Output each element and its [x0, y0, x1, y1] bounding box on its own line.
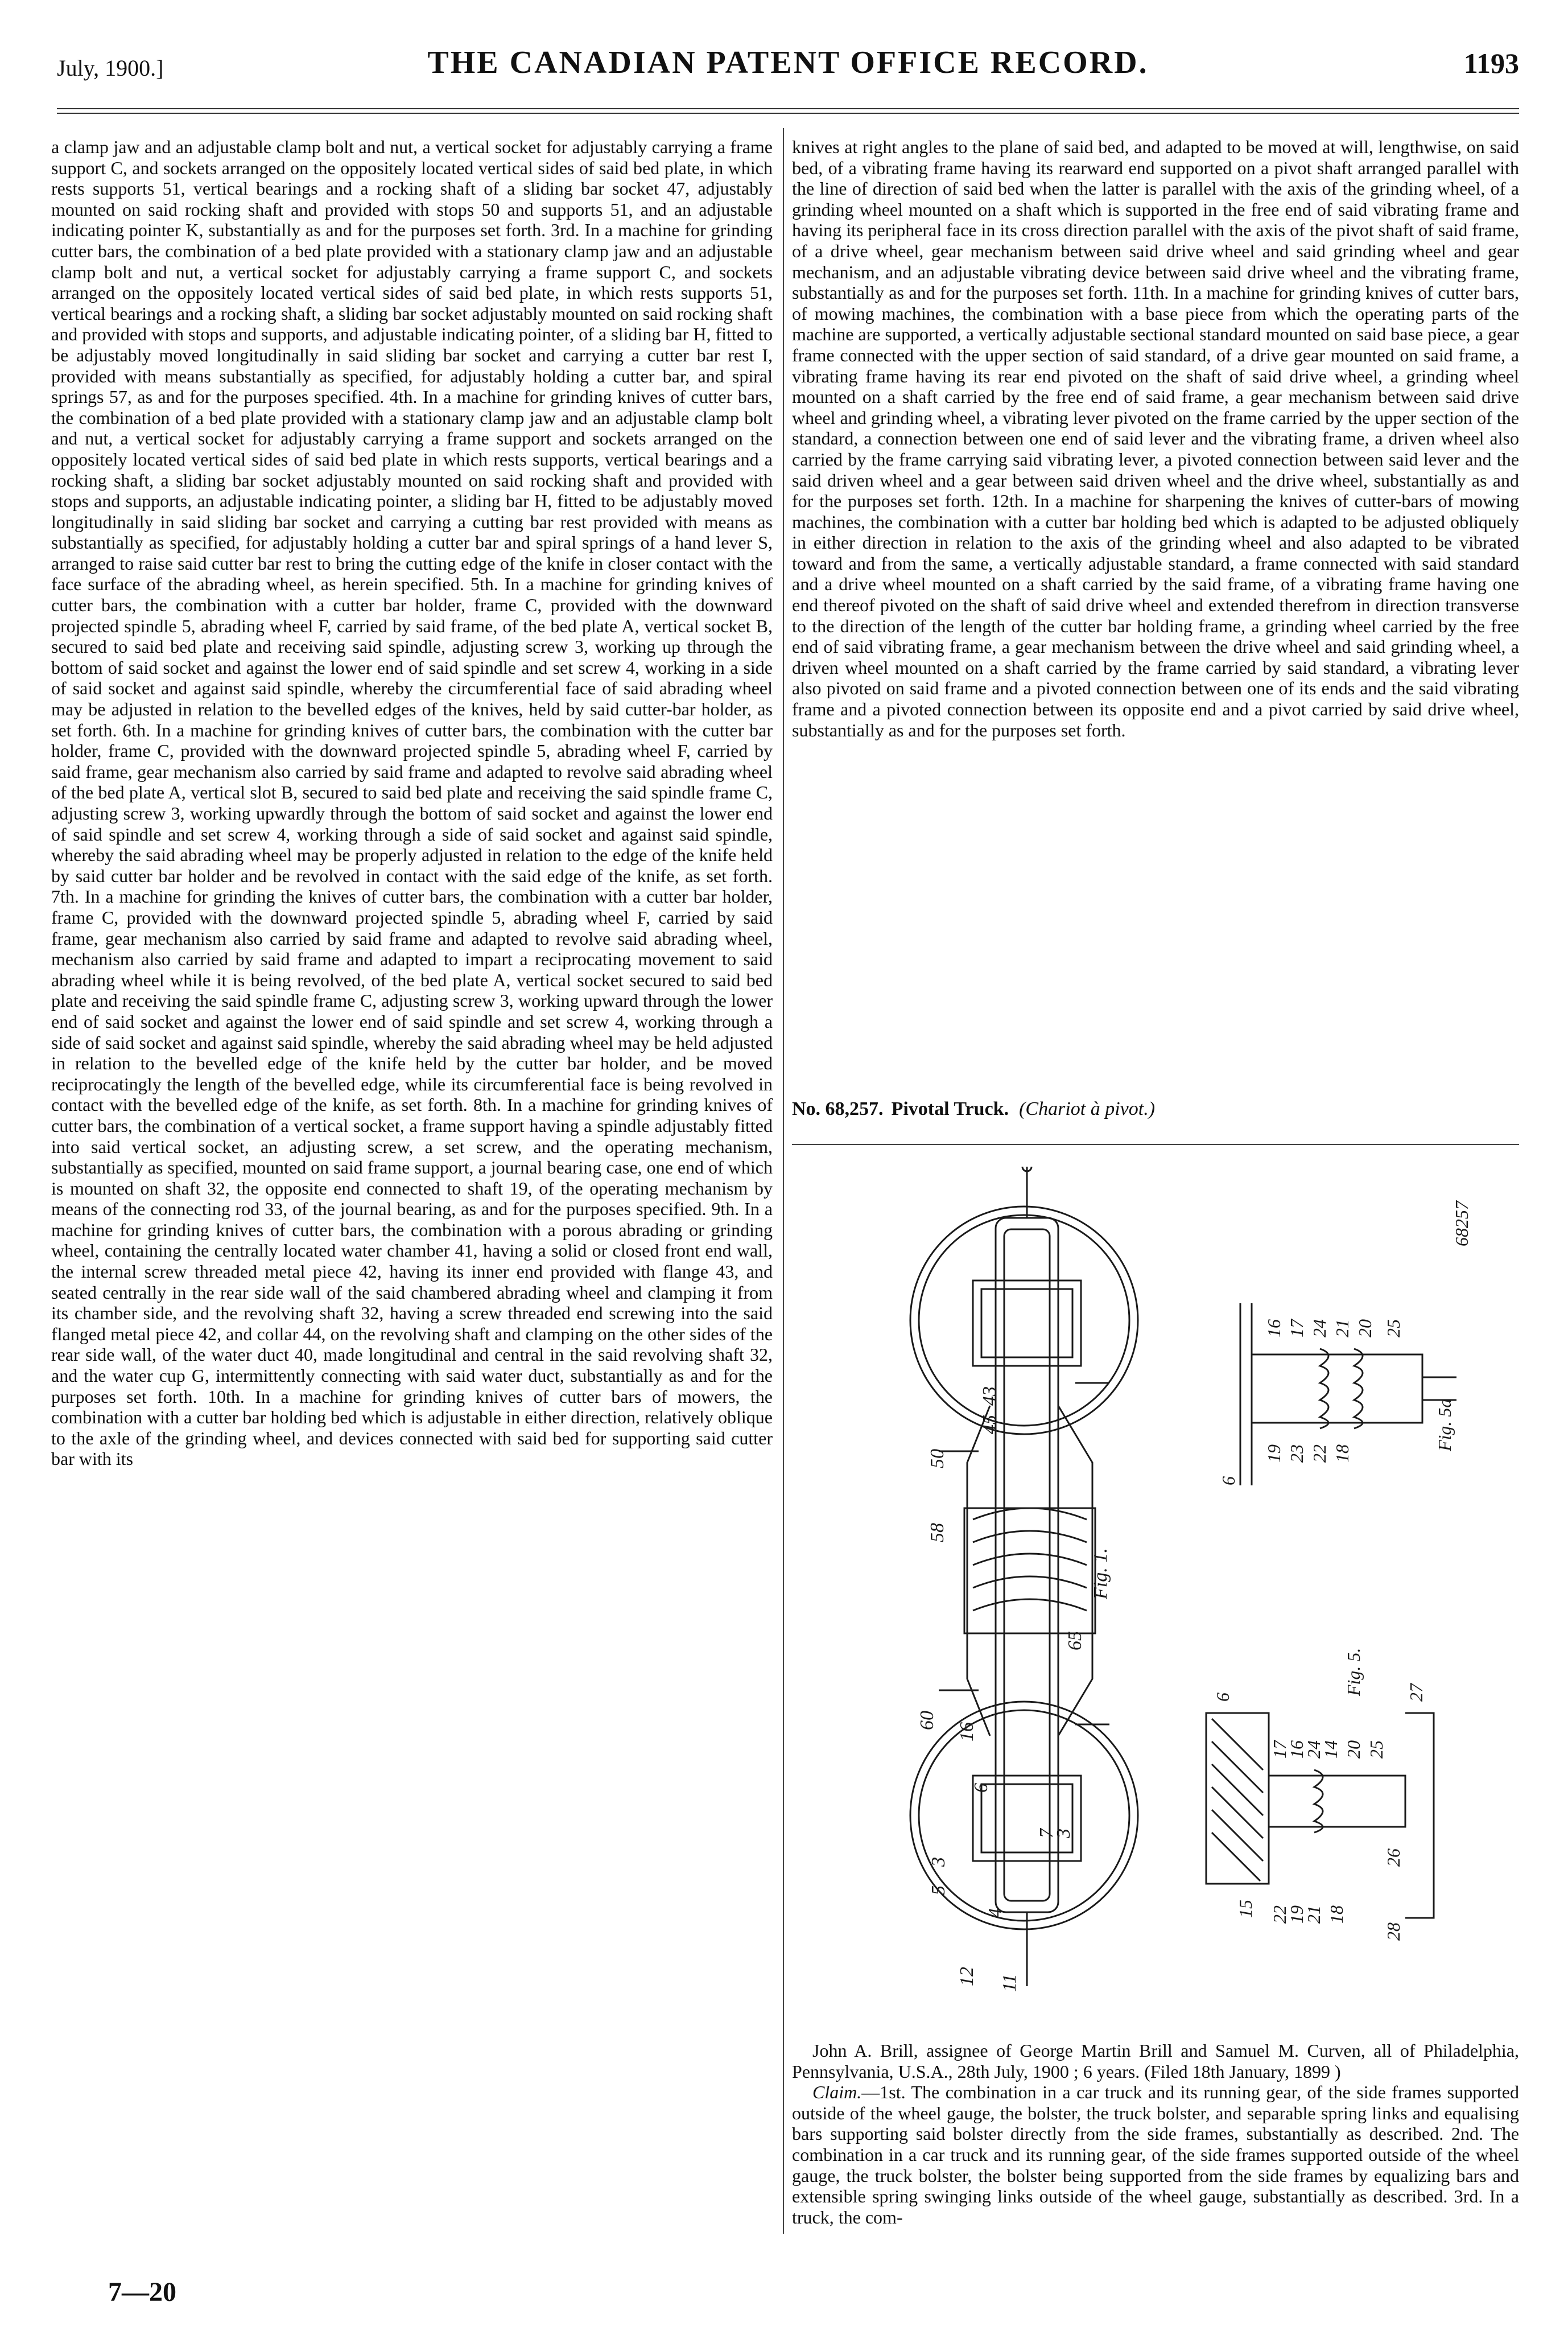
- svg-text:19: 19: [1264, 1444, 1284, 1463]
- patent-body: [792, 2040, 1519, 2227]
- left-column-text: a clamp jaw and an adjustable clamp bolt and nut, a vertical socket for adjustably carrying a frame support C, and sockets arranged on the oppositely located vertical sides of said bed plate, in which rests supports 51, vertical bearings and a rocking shaft of a sliding bar socket 47, adjustably mounted on said rocking shaft and provided with stops 50 and supports 51, and an adjustable indicating pointer K, substantially as and for the purposes set forth. 3rd. In a machine for grinding cutter bars, the combination of a bed plate provided with a stationary clamp jaw and an adjustable clamp bolt and nut, a vertical socket for adjustably carrying a frame support C, and sockets arranged on the oppositely located vertical sides of said bed plate, in which rests supports 51, vertical bearings and a rocking shaft, a sliding bar socket adjustably mounted on said rocking shaft and provided with stops and supports, and adjustable indicating pointer, of a sliding bar H, fitted to be adjustably moved longitudinally in said sliding bar socket and carrying a cutter bar rest I, provided with means substantially as specified, for adjustably holding a cutter bar, and spiral springs 57, as and for the purposes specified. 4th. In a machine for grinding knives of cutter bars, the combination of a bed plate provided with a stationary clamp jaw and an adjustable clamp bolt and nut, a vertical socket for adjustably carrying a frame support and sockets arranged on the oppositely located vertical sides of said bed plate in which rests supports, vertical bearings and a rocking shaft, a sliding bar socket adjustably mounted on said rocking shaft and provided with stops and supports, an adjustable indicating pointer, a sliding bar H, fitted to be adjustably moved longitudinally in said sliding bar socket and carrying a cutting bar rest provided with means as substantially as specified, for adjustably holding a cutter bar and spiral springs of a hand lever S, arranged to raise said cutter bar rest to bring the cutting edge of the knife in closer contact with the face surface of the abrading wheel, as herein specified. 5th. In a machine for grinding knives of cutter bars, the combination with a cutter bar holder, frame C, provided with the downward projected spindle 5, abrading wheel F, carried by said frame, of the bed plate A, vertical socket B, secured to said bed plate and receiving said spindle, adjusting screw 3, working up through the bottom of said socket and against the lower end of said spindle and set screw 4, working in a side of said socket and against said spindle, whereby the circumferential face of said abrading wheel may be adjusted in relation to the bevelled edges of the knives, held by said cutter-bar holder, as set forth. 6th. In a machine for grinding knives of cutter bars, the combination with the cutter bar holder, frame C, provided with the downward projected spindle 5, abrading wheel F, carried by said frame, gear mechanism also carried by said frame and adapted to revolve said abrading wheel of the bed plate A, vertical slot B, secured to said bed plate and receiving the said spindle frame C, adjusting screw 3, working upwardly through the bottom of said socket and against the lower end of said spindle and set screw 4, working through a side of said socket and against said spindle, whereby the said abrading wheel may be properly adjusted in relation to the edge of the knife held by said cutter bar holder and be revolved in contact with the said edge of the knife, as set forth. 7th. In a machine for grinding the knives of cutter bars, the combination with a cutter bar holder, frame C, provided with the downward projected spindle 5, abrading wheel F, carried by said frame, gear mechanism also carried by said frame and adapted to revolve said abrading wheel, mechanism also carried by said frame and adapted to impart a reciprocating movement to said abrading wheel while it is being revolved, of the bed plate A, vertical socket secured to said bed plate and receiving the said spindle frame C, adjusting screw 3, working upward through the lower end of said socket and against the lower end of said spindle and set screw 4, working through a side of said socket and against said spindle, whereby the said abrading wheel may be held adjusted in relation to the bevelled edge of the knife held by the cutter bar holder, and be moved reciprocatingly the length of the bevelled edge, while its circumferential face is being revolved in contact with the bevelled edge of the knife, as set forth. 8th. In a machine for grinding knives of cutter bars, the combination of a vertical socket, a frame support having a spindle adjustably fitted into said vertical socket, an adjusting screw, a set screw, and the operating mechanism, substantially as specified, mounted on said frame support, a journal bearing case, one end of which is mounted on shaft 32, the opposite end connected to shaft 19, of the operating mechanism by means of the connecting rod 33, of the journal bearing, as and for the purposes specified. 9th. In a machine for grinding knives of cutter bars, the combination with a porous abrading or grinding wheel, containing the centrally located water chamber 41, having a solid or closed front end wall, the internal screw threaded metal piece 42, having its inner end provided with flange 43, and seated centrally in the rear side wall of the said chambered abrading wheel and clamping it from its chamber side, and the revolving shaft 32, having a screw threaded end screwing into the said flanged metal piece 42, and collar 44, on the revolving shaft and clamping on the other sides of the rear side wall, of the water duct 40, made longitudinal and central in the said revolving shaft 32, and the water cup G, intermittently connecting with said water duct, substantially as and for the purposes set forth. 10th. In a machine for grinding knives of cutter bars of mowers, the combination with a cutter bar holding bed which is adjustable in either direction, relatively oblique to the axle of the grinding wheel, and devices connected with said bed for supporting said cutter bar with its: [51, 137, 773, 1469]
- svg-text:25: 25: [1383, 1319, 1404, 1337]
- claim-text: —1st. The combination in a car truck and its running gear, of the side frames supported outside of the wheel gauge, the bolster, the truck bolster, and separable spring links and equalising bars supporting said bolster directly from the side frames, substantially as described. 2nd. The combination in a car truck and its running gear, of the side frames supported outside of the wheel gauge, the truck bolster, the bolster being supported from the side frames by equalizing bars and extensible spring swinging links outside of the wheel gauge, substantially as described. 3rd. In a truck, the com-: [792, 2082, 1519, 2227]
- figure-number-mark: 68257: [1451, 1201, 1472, 1246]
- right-column-text: knives at right angles to the plane of said bed, and adapted to be moved at will, lengthwise, on said bed, of a vibrating frame having its rearward end supported on a pivot shaft arranged parallel with the line of direction of said bed when the latter is parallel with the axis of the grinding wheel, of a grinding wheel mounted on a shaft which is supported in the free end of said vibrating frame and having its peripheral face in its cross direction parallel with the axis of the pivot shaft of said frame, of a drive wheel, gear mechanism between said drive wheel and said grinding wheel and gear mechanism, and an adjustable vibrating device between said drive wheel and the vibrating frame, substantially as and for the purposes set forth. 11th. In a machine for grinding knives of cutter bars, of mowing machines, the combination with a base piece from which the operating parts of the machine are supported, a vertically adjustable sectional standard mounted on said base piece, a gear frame connected with the upper section of said standard, of a drive gear mounted on said frame, a vibrating frame having its rear end pivoted on the shaft of said drive wheel, a grinding wheel mounted on a shaft carried by the free end of said frame, a gear mechanism between said drive wheel and grinding wheel, a vibrating lever pivoted on the frame carried by the upper section of the standard, a connection between one end of said lever and the vibrating frame, a driven wheel also carried by the frame carrying said vibrating lever, a pivoted connection between said lever and the said driven wheel and a gear between said driven wheel and the drive wheel, substantially as and for the purposes set forth. 12th. In a machine for sharpening the knives of cutter-bars of mowing machines, the combination with a cutter bar holding bed which is adapted to be adjusted obliquely in either direction in relation to the axis of the grinding wheel and also adapted to be vibrated toward and from the same, a vertically adjustable standard, a frame connected with said standard and a drive wheel mounted on a shaft carried by the said frame, of a vibrating frame having one end thereof pivoted on the shaft of said drive wheel and extended therefrom in direction transverse to the direction of the length of the cutter bar holding frame, a grinding wheel carried by the free end of said vibrating frame, a gear mechanism between the drive wheel and said grinding wheel, a driven wheel mounted on a shaft carried by the frame carried by said standard, a vibrating lever also pivoted on said frame and a pivoted connection between one of its ends and the said vibrating frame and a pivoted connection between its opposite end and a pivot carried by said drive wheel, substantially as and for the purposes set forth.: [792, 137, 1519, 740]
- svg-text:50: 50: [927, 1449, 948, 1468]
- svg-text:4: 4: [985, 1908, 1006, 1918]
- svg-text:20: 20: [1355, 1319, 1375, 1337]
- patent-title: Pivotal Truck.: [891, 1098, 1009, 1119]
- page-header: [57, 44, 1519, 96]
- svg-text:16: 16: [956, 1722, 977, 1741]
- patent-number: No. 68,257.: [792, 1098, 884, 1119]
- svg-text:11: 11: [999, 1974, 1020, 1992]
- svg-text:20: 20: [1343, 1740, 1364, 1759]
- fig1-label: Fig. 1.: [1090, 1548, 1111, 1599]
- svg-text:15: 15: [1235, 1900, 1256, 1918]
- svg-text:58: 58: [927, 1523, 948, 1542]
- svg-text:43: 43: [979, 1386, 1000, 1406]
- patent-heading-rule: [792, 1144, 1519, 1145]
- column-divider: [783, 128, 784, 2234]
- svg-text:26: 26: [1383, 1848, 1404, 1867]
- svg-text:45: 45: [979, 1415, 1000, 1434]
- svg-text:19: 19: [1286, 1905, 1307, 1924]
- svg-text:7: 7: [1036, 1829, 1057, 1838]
- svg-text:18: 18: [1332, 1444, 1352, 1463]
- patent-claims: [792, 2082, 1519, 2227]
- svg-text:17: 17: [1269, 1740, 1290, 1759]
- svg-text:21: 21: [1303, 1905, 1324, 1924]
- svg-text:24: 24: [1303, 1740, 1324, 1759]
- fig5-label: Fig. 5.: [1343, 1648, 1364, 1696]
- svg-text:5: 5: [928, 1885, 949, 1895]
- svg-text:6: 6: [1212, 1693, 1233, 1702]
- svg-text:16: 16: [1286, 1740, 1307, 1759]
- signature-mark: 7—20: [108, 2277, 176, 2307]
- svg-text:16: 16: [1264, 1319, 1284, 1337]
- svg-text:14: 14: [1321, 1740, 1341, 1759]
- svg-text:17: 17: [1286, 1319, 1307, 1337]
- journal-title: THE CANADIAN PATENT OFFICE RECORD.: [427, 45, 1149, 80]
- claim-label: Claim.: [812, 2082, 862, 2103]
- left-column: [51, 137, 773, 1469]
- fig5a-label: Fig. 5a: [1434, 1398, 1455, 1451]
- svg-text:6: 6: [1218, 1476, 1239, 1485]
- svg-text:65: 65: [1064, 1631, 1086, 1650]
- header-date: July, 1900.]: [57, 55, 164, 81]
- right-column-continuation: [792, 137, 1519, 740]
- svg-text:6: 6: [971, 1783, 992, 1793]
- patent-heading: [792, 1098, 1519, 1120]
- svg-text:23: 23: [1286, 1444, 1307, 1463]
- svg-text:24: 24: [1309, 1319, 1330, 1337]
- svg-text:22: 22: [1269, 1905, 1290, 1924]
- patent-drawing: [888, 1167, 1525, 2020]
- svg-text:21: 21: [1332, 1319, 1352, 1337]
- svg-text:12: 12: [956, 1967, 977, 1986]
- svg-text:18: 18: [1326, 1905, 1347, 1924]
- svg-text:22: 22: [1309, 1444, 1330, 1463]
- patent-applicant: John A. Brill, assignee of George Martin Brill and Samuel M. Curven, all of Philadelphia, Pennsylvania, U.S.A., 28th July, 1900 ; 6 years. (Filed 18th January, 1899 ): [792, 2040, 1519, 2082]
- page-number: 1193: [1463, 47, 1519, 79]
- svg-text:3: 3: [928, 1857, 949, 1867]
- header-rule-secondary: [57, 113, 1519, 114]
- svg-text:28: 28: [1383, 1922, 1404, 1941]
- svg-text:25: 25: [1366, 1740, 1387, 1759]
- header-rule: [57, 108, 1519, 109]
- svg-text:60: 60: [917, 1711, 938, 1730]
- patent-french-title: (Chariot à pivot.): [1019, 1098, 1156, 1119]
- svg-text:3: 3: [1053, 1829, 1074, 1838]
- svg-text:27: 27: [1406, 1683, 1426, 1702]
